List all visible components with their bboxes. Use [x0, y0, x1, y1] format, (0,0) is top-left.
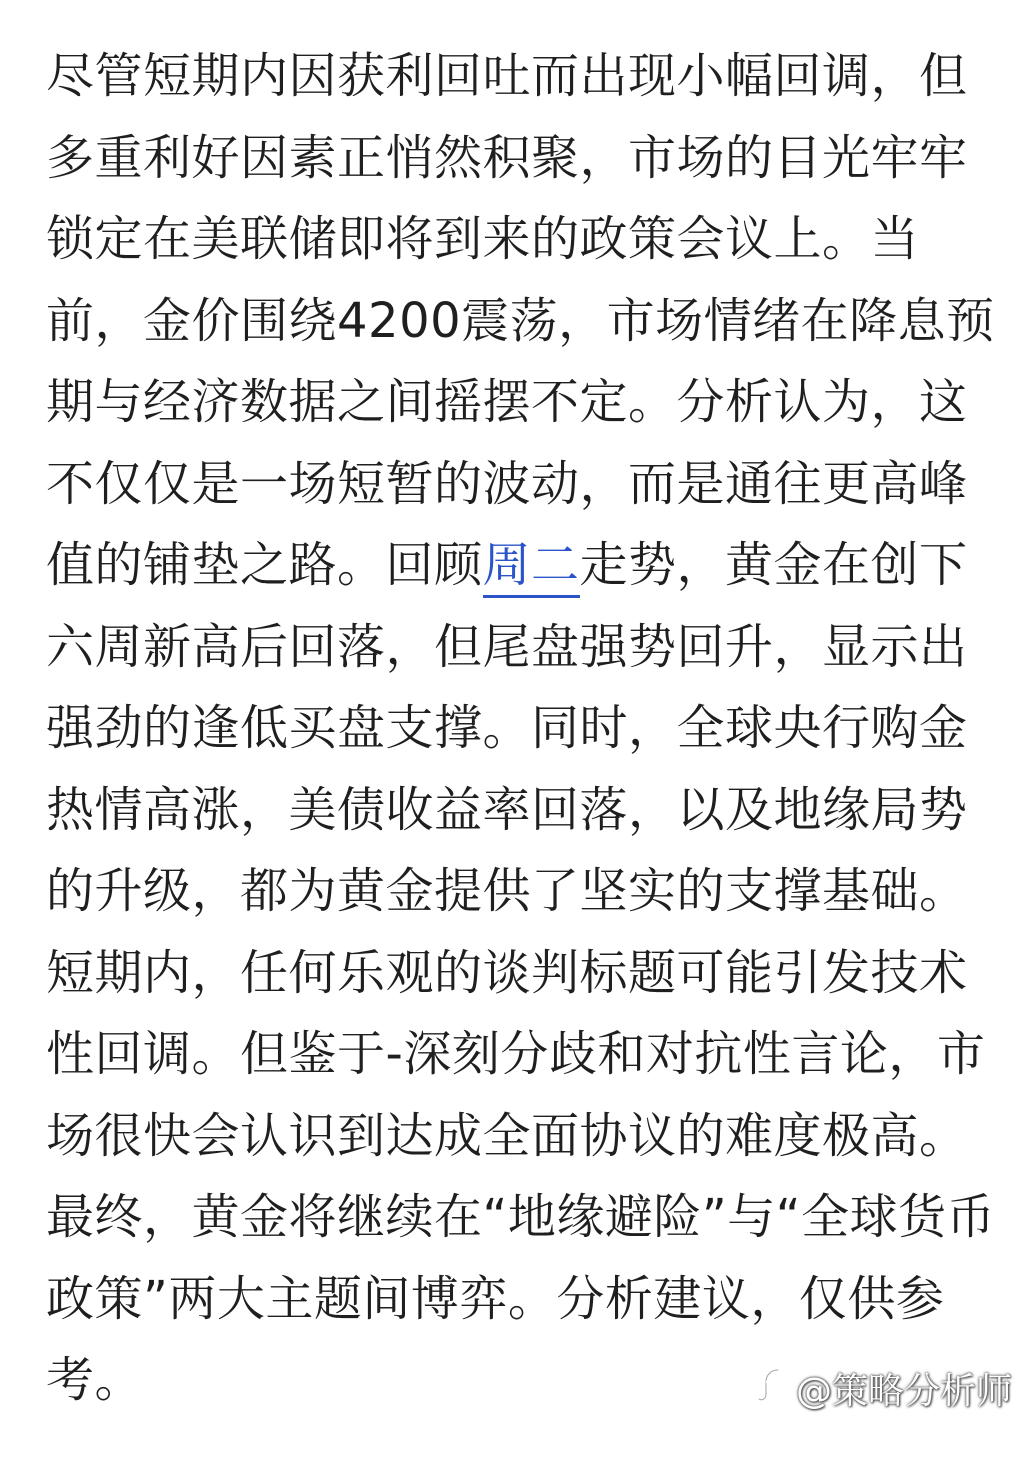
article-line: 尽管短期内因获利回吐而出现小幅回调，但 [46, 48, 968, 104]
article-line: 期与经济数据之间摇摆不定。分析认为，这 [46, 374, 968, 430]
article-line: 六周新高后回落，但尾盘强势回升，显示出 [46, 618, 968, 675]
article-line: 前，金价围绕4200震荡，市场情绪在降息预 [46, 292, 995, 349]
article-body [46, 36, 996, 1422]
watermark-text: @策略分析师 [795, 1370, 1012, 1412]
author-watermark [756, 1353, 1012, 1423]
tuesday-link[interactable]: 周二 [483, 537, 580, 598]
platform-logo-icon [756, 1364, 790, 1413]
article-line: 不仅仅是一场短暂的波动，而是通往更高峰 [46, 455, 968, 512]
article-line: 考。 [46, 1352, 144, 1408]
article-line: 最终，黄金将继续在“地缘避险”与“全球货币 [46, 1189, 996, 1245]
article-line: 政策”两大主题间博弈。分析建议，仅供参 [46, 1270, 945, 1327]
article-line: 性回调。但鉴于-深刻分歧和对抗性言论，市 [46, 1026, 986, 1082]
article-line-with-link [46, 525, 981, 607]
article-line: 多重利好因素正悄然积聚，市场的目光牢牢 [46, 129, 968, 186]
article-line: 锁定在美联储即将到来的政策会议上。当 [46, 211, 920, 267]
article-line: 短期内，任何乐观的谈判标题可能引发技术 [46, 944, 968, 1001]
article-line: 强劲的逢低买盘支撑。同时，全球央行购金 [46, 700, 968, 756]
text-before-link: 值的铺垫之路。回顾 [46, 537, 483, 593]
article-line: 热情高涨，美债收益率回落，以及地缘局势 [46, 781, 968, 838]
article-line: 场很快会认识到达成全面协议的难度极高。 [46, 1107, 968, 1164]
text-after-link: 走势，黄金在创下 [579, 537, 968, 593]
article-line: 的升级，都为黄金提供了坚实的支撑基础。 [46, 863, 968, 919]
